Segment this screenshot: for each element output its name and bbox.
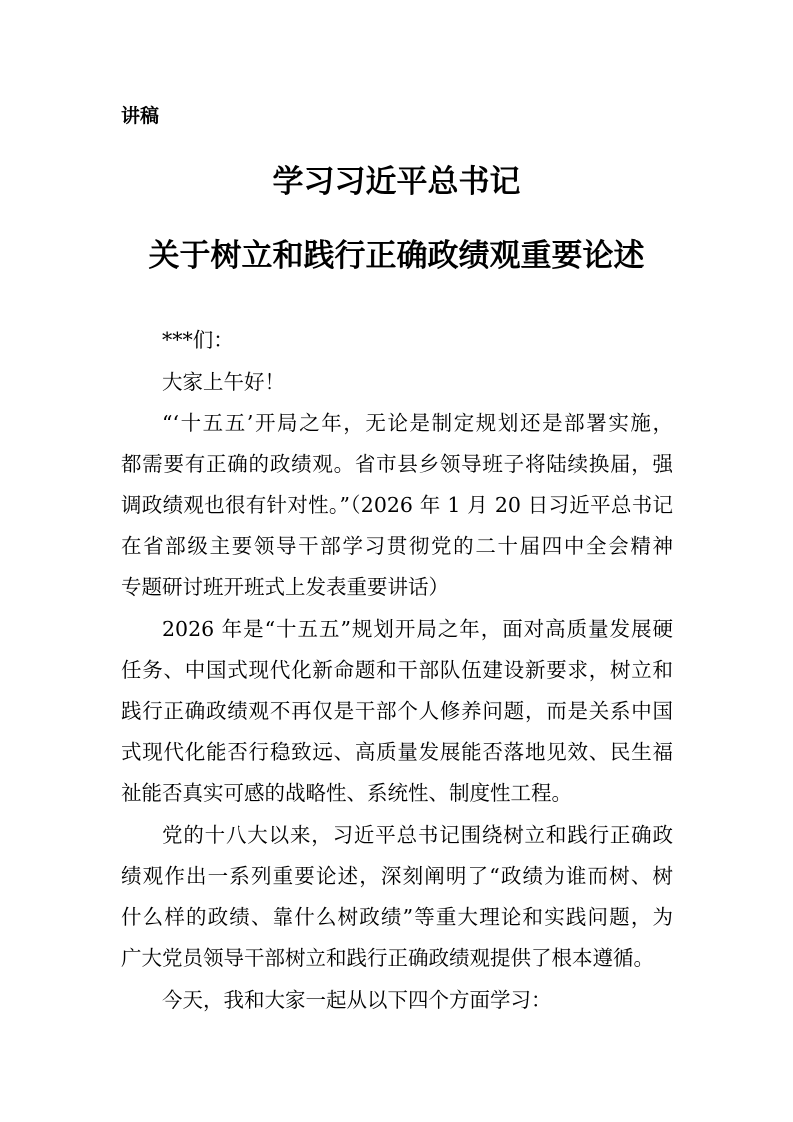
document-label: 讲稿: [121, 105, 160, 127]
paragraph-line: 今天，我和大家一起从以下四个方面学习：: [162, 988, 552, 1012]
paragraph-line: 绩观作出一系列重要论述，深刻阐明了“政绩为谁而树、树: [121, 864, 673, 888]
paragraph-line: 祉能否真实可感的战略性、系统性、制度性工程。: [121, 781, 572, 805]
paragraph-line: 专题研讨班开班式上发表重要讲话）: [121, 575, 449, 599]
paragraph-line: 调政绩观也很有针对性。”（2026 年 1 月 20 日习近平总书记: [121, 493, 673, 517]
greeting: 大家上午好！: [162, 370, 285, 394]
paragraph-line: 都需要有正确的政绩观。省市县乡领导班子将陆续换届，强: [121, 452, 673, 476]
title-line-2: 关于树立和践行正确政绩观重要论述: [148, 238, 645, 274]
paragraph-line: “‘十五五’开局之年，无论是制定规划还是部署实施，: [162, 411, 673, 435]
paragraph-line: 任务、中国式现代化新命题和干部队伍建设新要求，树立和: [121, 658, 673, 682]
paragraph-line: 党的十八大以来，习近平总书记围绕树立和践行正确政: [162, 823, 673, 847]
paragraph-line: 式现代化能否行稳致远、高质量发展能否落地见效、民生福: [121, 740, 673, 764]
paragraph-line: 2026 年是“十五五”规划开局之年，面对高质量发展硬: [162, 617, 673, 641]
paragraph-line: 什么样的政绩、靠什么树政绩”等重大理论和实践问题，为: [121, 905, 673, 929]
paragraph-line: 广大党员领导干部树立和践行正确政绩观提供了根本遵循。: [121, 946, 654, 970]
title-line-1: 学习习近平总书记: [272, 164, 521, 200]
salutation: ***们：: [162, 328, 234, 352]
paragraph-line: 践行正确政绩观不再仅是干部个人修养问题，而是关系中国: [121, 699, 673, 723]
paragraph-line: 在省部级主要领导干部学习贯彻党的二十届四中全会精神: [121, 534, 673, 558]
